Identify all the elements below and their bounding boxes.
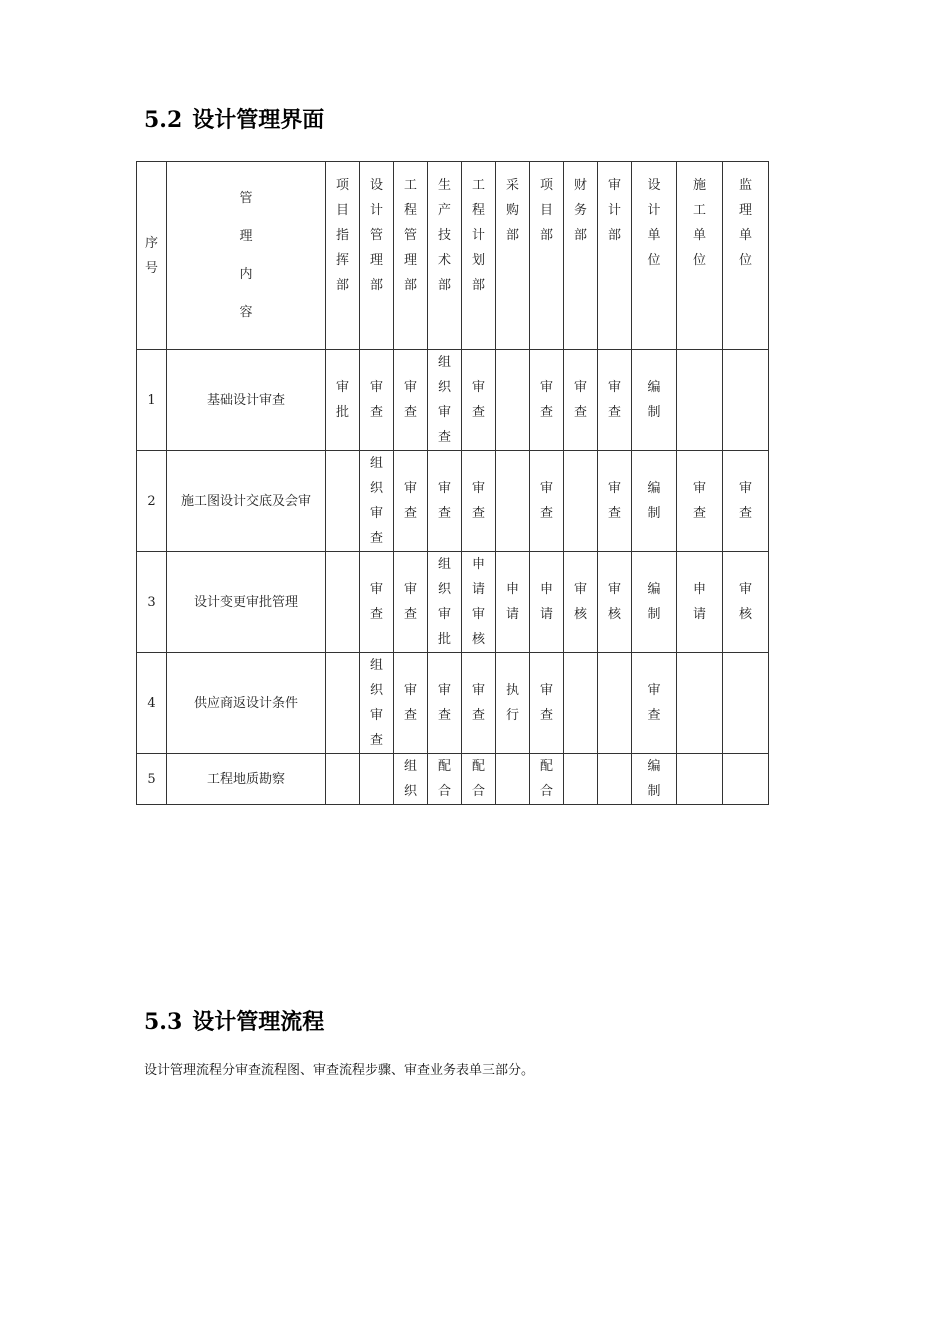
vertical-text: 审 批 [335,380,349,420]
vertical-text: 组 织 审 查 [369,456,383,546]
vertical-text: 工 程 管 理 部 [403,178,417,293]
vertical-text: 生 产 技 术 部 [437,178,451,293]
row-cell [462,350,496,451]
vertical-text: 审 查 [369,380,383,420]
header-column-2 [394,162,428,350]
row-cell [326,350,360,451]
vertical-text: 审 查 [437,481,451,521]
row-cell [530,754,564,805]
vertical-text: 编 制 [647,380,661,420]
row-cell [723,350,769,451]
vertical-text: 审 查 [607,481,621,521]
row-cell [462,653,496,754]
vertical-text: 组 织 审 查 [369,658,383,748]
header-content [167,162,326,350]
row-cell [428,552,462,653]
row-seq: 2 [137,451,167,552]
row-cell [632,451,677,552]
vertical-text: 审 查 [539,683,553,723]
row-cell [598,350,632,451]
vertical-text: 执 行 [505,683,519,723]
vertical-text: 组 织 审 批 [437,557,451,647]
row-seq: 5 [137,754,167,805]
header-column-0 [326,162,360,350]
row-content: 供应商返设计条件 [167,653,326,754]
row-cell [564,754,598,805]
row-cell [564,552,598,653]
row-cell [677,653,723,754]
vertical-text: 审 查 [403,582,417,622]
row-cell [723,552,769,653]
row-cell [530,653,564,754]
row-cell [564,350,598,451]
vertical-text: 审 核 [607,582,621,622]
vertical-text: 审 查 [369,582,383,622]
section-title: 设计管理界面 [192,107,325,133]
vertical-text: 审 查 [573,380,587,420]
vertical-text: 配 合 [539,759,553,799]
design-management-interface-table [136,161,769,805]
table-header-row [137,162,769,350]
header-column-3 [428,162,462,350]
vertical-text: 组 织 [403,759,417,799]
header-column-8 [598,162,632,350]
row-cell [564,451,598,552]
row-cell [496,653,530,754]
vertical-text: 审 查 [437,683,451,723]
row-cell [360,552,394,653]
row-cell [394,653,428,754]
row-cell [677,350,723,451]
table-row [137,653,769,754]
vertical-text: 配 合 [471,759,485,799]
row-cell [394,552,428,653]
header-seq [137,162,167,350]
row-cell [326,754,360,805]
vertical-text: 组 织 审 查 [437,355,451,445]
row-cell [428,754,462,805]
vertical-text: 编 制 [647,759,661,799]
row-cell [723,754,769,805]
row-seq: 1 [137,350,167,451]
row-cell [496,451,530,552]
vertical-text: 审 查 [607,380,621,420]
row-cell [394,754,428,805]
vertical-text: 配 合 [437,759,451,799]
vertical-text: 监 理 单 位 [738,178,752,268]
row-cell [360,451,394,552]
table-row [137,754,769,805]
vertical-text: 管 理 内 容 [239,190,253,320]
row-cell [723,653,769,754]
section-number: 5.3 [144,1009,183,1035]
row-cell [326,451,360,552]
row-cell [632,552,677,653]
vertical-text: 审 查 [471,380,485,420]
vertical-text: 序 号 [144,235,158,276]
row-cell [598,451,632,552]
row-cell [462,451,496,552]
row-content: 设计变更审批管理 [167,552,326,653]
section-number: 5.2 [144,107,183,133]
vertical-text: 审 查 [539,380,553,420]
row-seq: 4 [137,653,167,754]
row-cell [496,552,530,653]
vertical-text: 编 制 [647,481,661,521]
row-cell [360,350,394,451]
vertical-text: 审 查 [647,683,661,723]
row-cell [394,451,428,552]
row-cell [462,754,496,805]
vertical-text: 审 查 [692,481,706,521]
table-row [137,451,769,552]
row-cell [428,350,462,451]
vertical-text: 财 务 部 [573,178,587,243]
vertical-text: 审 查 [471,481,485,521]
row-content: 基础设计审查 [167,350,326,451]
row-cell [598,754,632,805]
vertical-text: 施 工 单 位 [692,178,706,268]
vertical-text: 申 请 [539,582,553,622]
vertical-text: 审 查 [471,683,485,723]
header-column-10 [677,162,723,350]
vertical-text: 审 核 [738,582,752,622]
vertical-text: 申 请 审 核 [471,557,485,647]
vertical-text: 编 制 [647,582,661,622]
section-heading-5-2 [144,105,324,135]
row-content: 工程地质勘察 [167,754,326,805]
section-title: 设计管理流程 [192,1009,325,1035]
table-row [137,552,769,653]
header-column-1 [360,162,394,350]
header-column-7 [564,162,598,350]
vertical-text: 审 查 [403,481,417,521]
vertical-text: 审 查 [539,481,553,521]
row-cell [428,653,462,754]
row-cell [677,451,723,552]
header-column-6 [530,162,564,350]
row-cell [530,451,564,552]
row-cell [360,754,394,805]
vertical-text: 审 查 [403,380,417,420]
row-cell [530,552,564,653]
vertical-text: 项 目 指 挥 部 [335,178,349,293]
row-cell [632,653,677,754]
row-cell [496,754,530,805]
row-cell [496,350,530,451]
row-cell [723,451,769,552]
row-cell [632,754,677,805]
row-cell [677,552,723,653]
row-cell [530,350,564,451]
vertical-text: 采 购 部 [505,178,519,243]
vertical-text: 工 程 计 划 部 [471,178,485,293]
row-cell [598,653,632,754]
row-cell [564,653,598,754]
row-cell [632,350,677,451]
table-row [137,350,769,451]
row-content: 施工图设计交底及会审 [167,451,326,552]
header-column-4 [462,162,496,350]
vertical-text: 项 目 部 [539,178,553,243]
vertical-text: 审 计 部 [607,178,621,243]
vertical-text: 审 查 [403,683,417,723]
header-column-9 [632,162,677,350]
vertical-text: 审 查 [738,481,752,521]
vertical-text: 申 请 [692,582,706,622]
row-cell [360,653,394,754]
section-intro-paragraph: 设计管理流程分审查流程图、审查流程步骤、审查业务表单三部分。 [144,1063,535,1078]
row-cell [394,350,428,451]
row-cell [326,552,360,653]
vertical-text: 设 计 单 位 [647,178,661,268]
vertical-text: 设 计 管 理 部 [369,178,383,293]
row-cell [428,451,462,552]
header-column-11 [723,162,769,350]
row-cell [677,754,723,805]
row-cell [598,552,632,653]
vertical-text: 审 核 [573,582,587,622]
row-cell [462,552,496,653]
header-column-5 [496,162,530,350]
vertical-text: 申 请 [505,582,519,622]
row-seq: 3 [137,552,167,653]
row-cell [326,653,360,754]
section-heading-5-3 [144,1007,324,1037]
